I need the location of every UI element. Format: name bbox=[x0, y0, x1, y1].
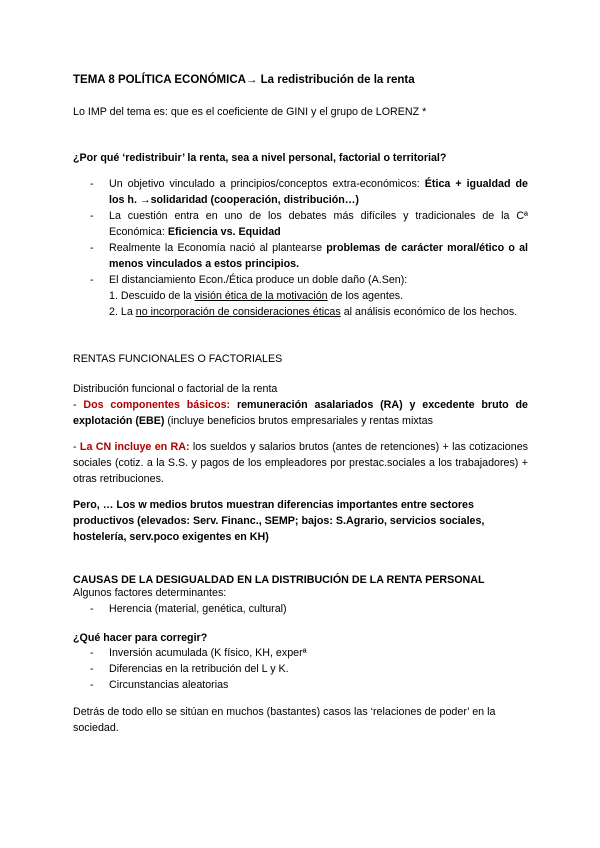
list-item: - Circunstancias aleatorias bbox=[73, 677, 528, 693]
intro-text: Lo IMP del tema es: que es el coeficiente de GINI y el grupo de LORENZ * bbox=[73, 106, 427, 118]
list-item: - Un objetivo vinculado a principios/conceptos extra-económicos: Ética + igualdad de los h. →solidaridad (cooperación, distribución…) bbox=[73, 176, 528, 208]
reasons-list-wrap bbox=[73, 176, 528, 320]
sub-item: 2. La no incorporación de consideraciones éticas al análisis económico de los hechos. bbox=[109, 306, 518, 318]
causas-heading: CAUSAS DE LA DESIGUALDAD EN LA DISTRIBUCIÓN DE LA RENTA PERSONAL bbox=[73, 574, 485, 586]
sub-item: 1. Descuido de la visión ética de la motivación de los agentes. bbox=[109, 290, 404, 302]
list-item: - Inversión acumulada (K físico, KH, experª bbox=[73, 645, 528, 661]
corregir-list-wrap bbox=[73, 645, 528, 693]
list-item: - Herencia (material, genética, cultural) bbox=[73, 601, 528, 617]
reasons-list bbox=[73, 176, 528, 320]
question-corregir: ¿Qué hacer para corregir? bbox=[73, 632, 208, 644]
question-redistribuir: ¿Por qué ‘redistribuir’ la renta, sea a nivel personal, factorial o territorial? bbox=[73, 152, 447, 164]
list-item: - La cuestión entra en uno de los debates más difíciles y tradicionales de la Cª Económica: Eficiencia vs. Equidad bbox=[73, 208, 528, 240]
rentas-components: - Dos componentes básicos: remuneración asalariados (RA) y excedente bruto de explotación (EBE) (incluye beneficios brutos empresariales y rentas mixtas bbox=[73, 399, 528, 427]
corregir-list bbox=[73, 645, 528, 693]
causas-factores: Algunos factores determinantes: bbox=[73, 587, 227, 599]
rentas-pero: Pero, … Los w medios brutos muestran diferencias importantes entre sectores productivos (elevados: Serv. Financ., SEMP; bajos: S.Agrario, servicios sociales, hostelería, serv.poco exigentes en KH) bbox=[73, 499, 485, 543]
rentas-cn: - La CN incluye en RA: los sueldos y salarios brutos (antes de retenciones) + las cotizaciones sociales (cotiz. a la S.S. y pagos de los empleadores por prestac.sociales a los trabajadores) + otras retribuciones. bbox=[73, 441, 528, 485]
closing-text: Detrás de todo ello se sitúan en muchos (bastantes) casos las ‘relaciones de poder’ en la sociedad. bbox=[73, 706, 496, 734]
rentas-heading: RENTAS FUNCIONALES O FACTORIALES bbox=[73, 353, 283, 365]
causas-list bbox=[73, 601, 528, 617]
page-title: TEMA 8 POLÍTICA ECONÓMICA→ La redistribución de la renta bbox=[73, 74, 415, 86]
list-item: - El distanciamiento Econ./Ética produce un doble daño (A.Sen): 1. Descuido de la visión ética de la motivación de los agentes. 2. La no incorporación de consideraciones éticas al análisis económico de los hechos. bbox=[73, 272, 528, 320]
list-item: - Diferencias en la retribución del L y K. bbox=[73, 661, 528, 677]
rentas-distribution: Distribución funcional o factorial de la renta bbox=[73, 383, 278, 395]
causas-list-wrap bbox=[73, 601, 528, 617]
list-item: - Realmente la Economía nació al plantearse problemas de carácter moral/ético o al menos vinculados a estos principios. bbox=[73, 240, 528, 272]
